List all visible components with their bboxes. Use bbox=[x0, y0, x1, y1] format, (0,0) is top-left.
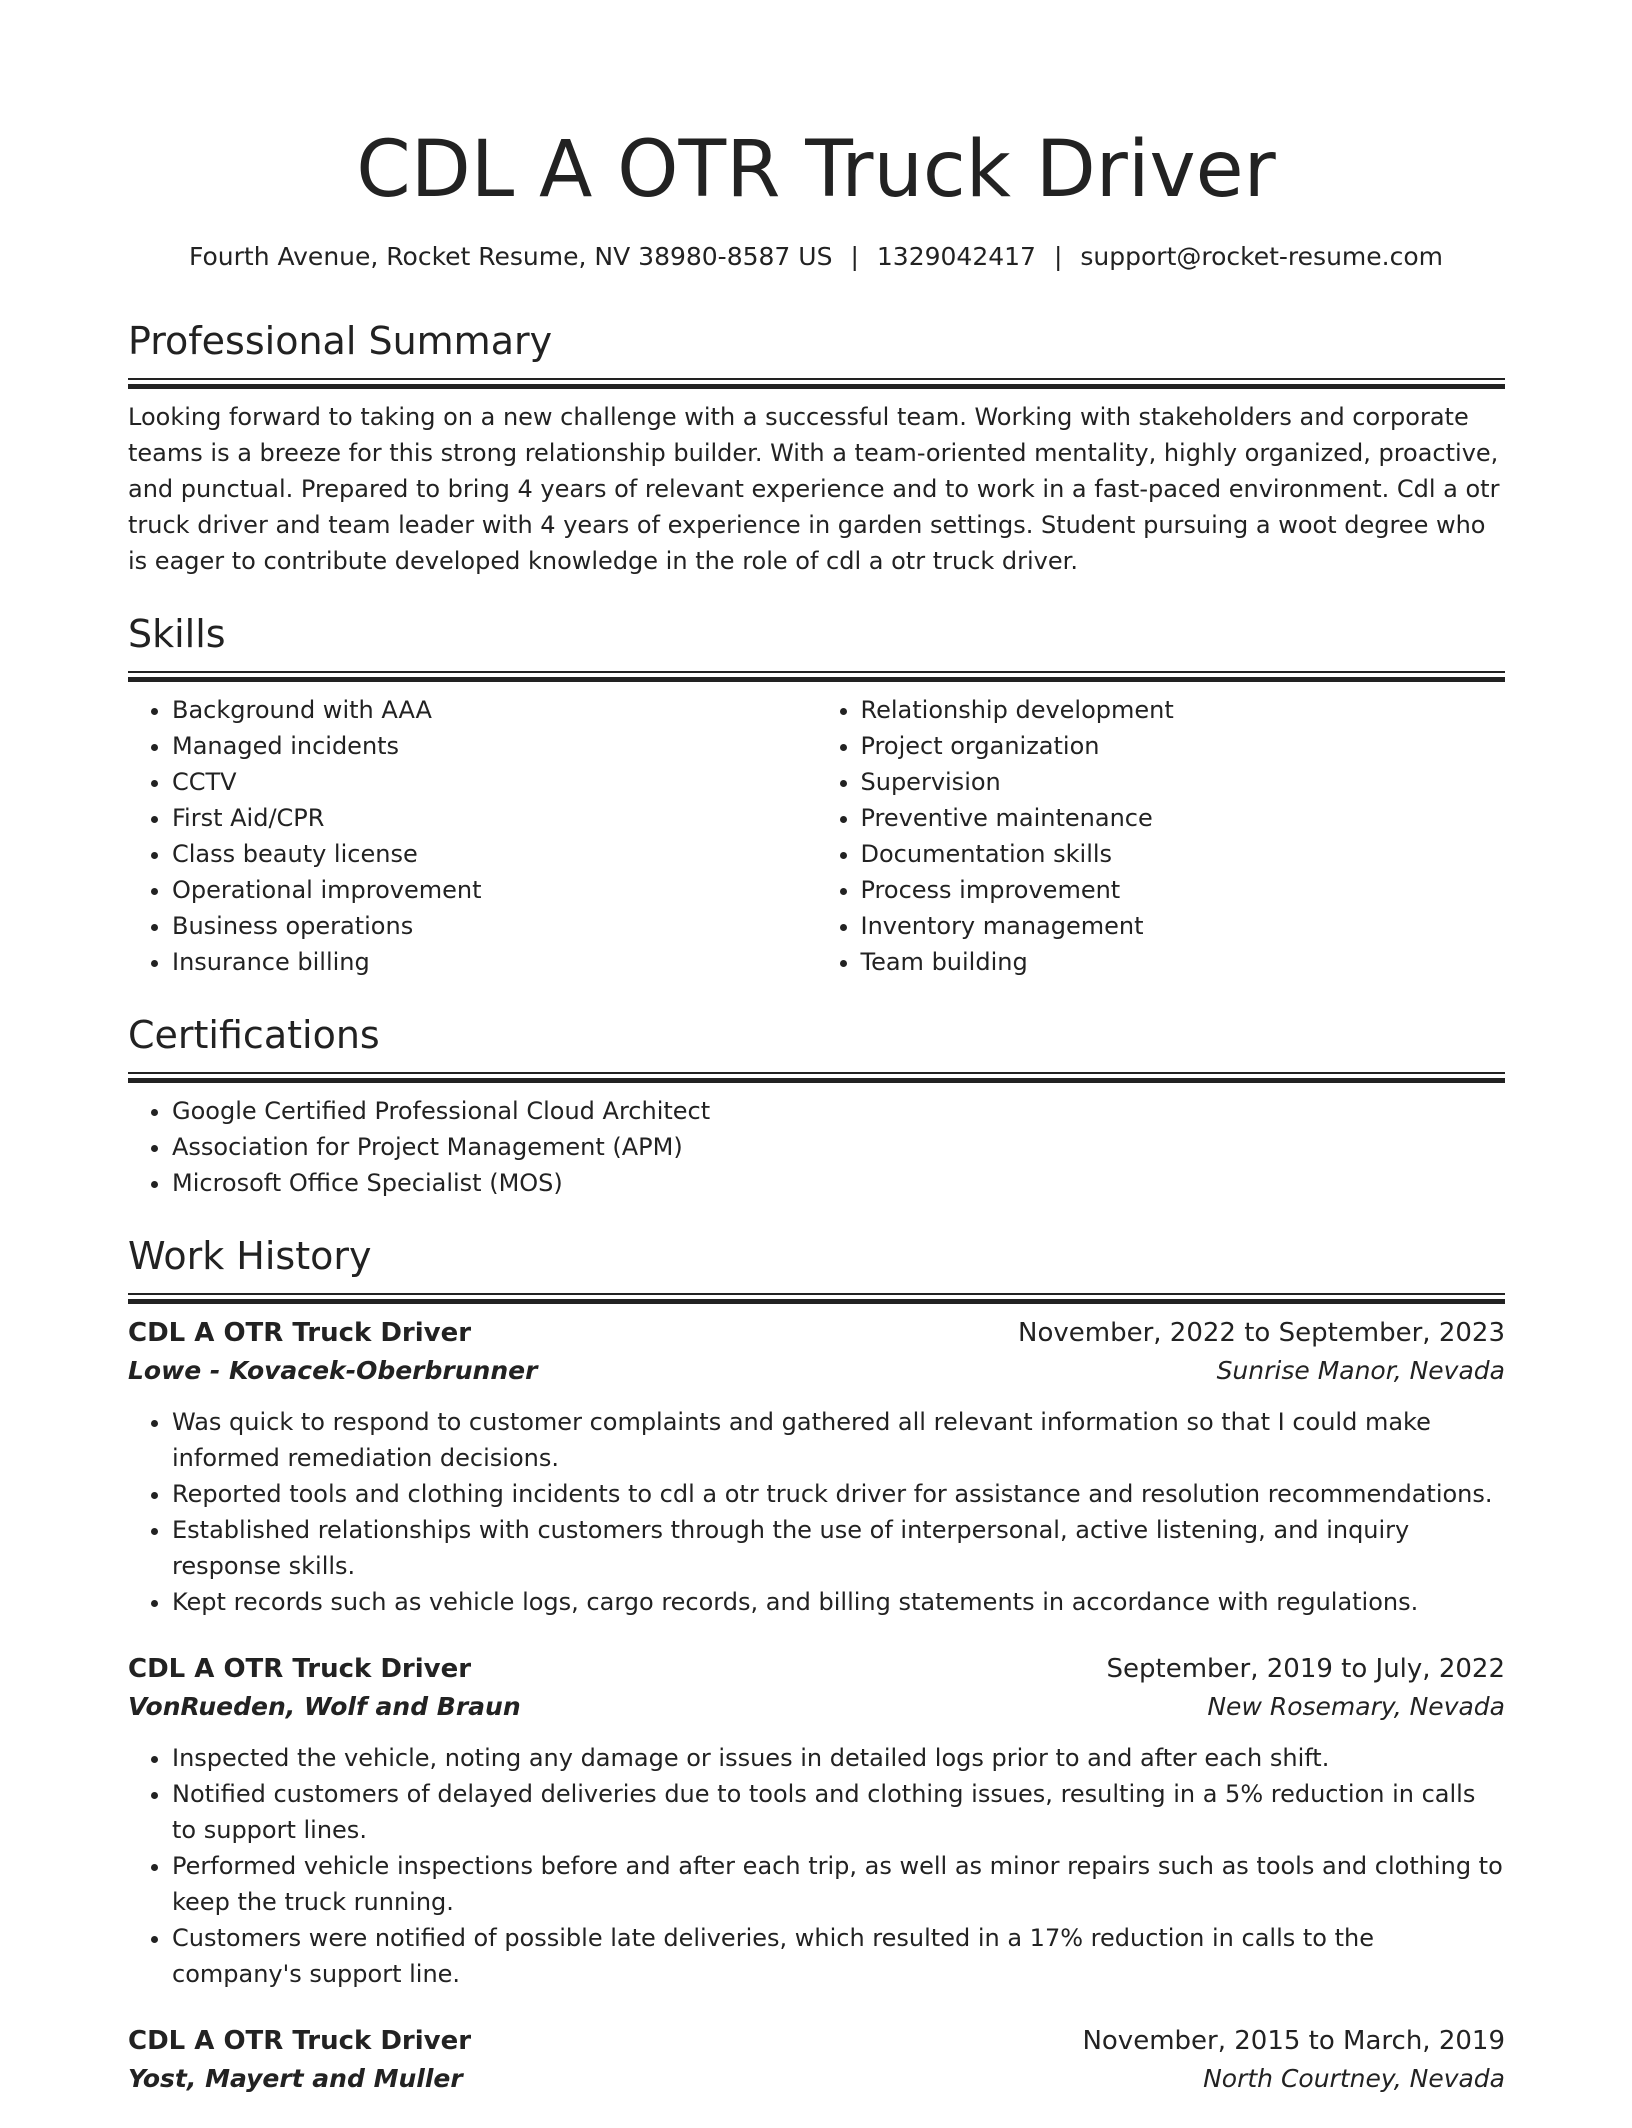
skill-item: • Process improvement bbox=[861, 872, 1506, 908]
skills-list-right bbox=[817, 692, 1506, 980]
skill-item: • First Aid/CPR bbox=[172, 800, 817, 836]
job-bullet: • Was quick to respond to customer complaints and gathered all relevant information so that I could make informed remediation decisions. bbox=[172, 1404, 1505, 1476]
job-entry bbox=[128, 2022, 1505, 2098]
job-location: New Rosemary, Nevada bbox=[1207, 1692, 1505, 1721]
job-company: VonRueden, Wolf and Braun bbox=[128, 1692, 521, 1721]
job-entry bbox=[128, 1314, 1505, 1620]
summary-section bbox=[128, 316, 1505, 579]
contact-separator: | bbox=[850, 242, 859, 271]
job-bullet: • Reported tools and clothing incidents to cdl a otr truck driver for assistance and resolution recommendations. bbox=[172, 1476, 1505, 1512]
skill-item: • Inventory management bbox=[861, 908, 1506, 944]
contact-address: Fourth Avenue, Rocket Resume, NV 38980-8587 US bbox=[189, 242, 833, 271]
certification-item: • Microsoft Office Specialist (MOS) bbox=[172, 1165, 1505, 1201]
job-bullet: • Customers were notified of possible late deliveries, which resulted in a 17% reduction in calls to the company's support line. bbox=[172, 1920, 1505, 1992]
section-rule bbox=[128, 1293, 1505, 1304]
skills-grid bbox=[128, 692, 1505, 980]
resume-content bbox=[128, 316, 1505, 2128]
section-rule bbox=[128, 671, 1505, 682]
skill-item: • CCTV bbox=[172, 764, 817, 800]
job-bullet: • Performed vehicle inspections before and after each trip, as well as minor repairs such as tools and clothing to keep the truck running. bbox=[172, 1848, 1505, 1920]
skill-item: • Team building bbox=[861, 944, 1506, 980]
section-title-work-history: Work History bbox=[128, 1234, 372, 1278]
section-title-certifications: Certifications bbox=[128, 1013, 380, 1057]
skill-item: • Insurance billing bbox=[172, 944, 817, 980]
job-entry bbox=[128, 1650, 1505, 1992]
section-title-skills: Skills bbox=[128, 612, 226, 656]
skills-section bbox=[128, 609, 1505, 980]
skill-item: • Operational improvement bbox=[172, 872, 817, 908]
contact-phone: 1329042417 bbox=[876, 242, 1036, 271]
job-dates: November, 2022 to September, 2023 bbox=[1018, 1318, 1505, 1348]
certifications-section bbox=[128, 1010, 1505, 1201]
certifications-list bbox=[128, 1093, 1505, 1201]
job-company: Yost, Mayert and Muller bbox=[128, 2064, 463, 2093]
work-history-section bbox=[128, 1231, 1505, 2098]
job-dates: September, 2019 to July, 2022 bbox=[1106, 1654, 1505, 1684]
certification-item: • Association for Project Management (APM) bbox=[172, 1129, 1505, 1165]
job-bullet: • Notified customers of delayed deliveries due to tools and clothing issues, resulting in a 5% reduction in calls to support lines. bbox=[172, 1776, 1505, 1848]
job-bullet: • Inspected the vehicle, noting any damage or issues in detailed logs prior to and after each shift. bbox=[172, 1740, 1505, 1776]
resume-name: CDL A OTR Truck Driver bbox=[356, 125, 1276, 215]
skill-item: • Preventive maintenance bbox=[861, 800, 1506, 836]
job-title: CDL A OTR Truck Driver bbox=[128, 1654, 472, 1684]
job-bullet: • Established relationships with customers through the use of interpersonal, active listening, and inquiry response skills. bbox=[172, 1512, 1505, 1584]
section-rule bbox=[128, 378, 1505, 389]
certification-item: • Google Certified Professional Cloud Architect bbox=[172, 1093, 1505, 1129]
skills-list-left bbox=[128, 692, 817, 980]
contact-line bbox=[0, 237, 1632, 277]
skill-item: • Background with AAA bbox=[172, 692, 817, 728]
skill-item: • Business operations bbox=[172, 908, 817, 944]
section-rule bbox=[128, 1072, 1505, 1083]
job-title: CDL A OTR Truck Driver bbox=[128, 2026, 472, 2056]
summary-text: Looking forward to taking on a new challenge with a successful team. Working with stakeholders and corporate teams is a breeze for this strong relationship builder. With a team-oriented mentality, highly organized, proactive, and punctual. Prepared to bring 4 years of relevant experience and to work in a fast-paced environment. Cdl a otr truck driver and team leader with 4 years of experience in garden settings. Student pursuing a woot degree who is eager to contribute developed knowledge in the role of cdl a otr truck driver. bbox=[128, 403, 1500, 575]
job-company: Lowe - Kovacek-Oberbrunner bbox=[128, 1356, 538, 1385]
contact-separator: | bbox=[1053, 242, 1063, 271]
job-bullet: • Kept records such as vehicle logs, cargo records, and billing statements in accordance with regulations. bbox=[172, 1584, 1505, 1620]
skill-item: • Project organization bbox=[861, 728, 1506, 764]
job-bullets bbox=[128, 1404, 1505, 1620]
skill-item: • Documentation skills bbox=[861, 836, 1506, 872]
contact-email[interactable]: support@rocket-resume.com bbox=[1080, 242, 1443, 271]
skill-item: • Class beauty license bbox=[172, 836, 817, 872]
job-location: North Courtney, Nevada bbox=[1203, 2064, 1505, 2093]
job-location: Sunrise Manor, Nevada bbox=[1216, 1356, 1505, 1385]
skill-item: • Supervision bbox=[861, 764, 1506, 800]
job-dates: November, 2015 to March, 2019 bbox=[1082, 2026, 1505, 2056]
skill-item: • Managed incidents bbox=[172, 728, 817, 764]
job-bullets bbox=[128, 1740, 1505, 1992]
skill-item: • Relationship development bbox=[861, 692, 1506, 728]
job-title: CDL A OTR Truck Driver bbox=[128, 1318, 472, 1348]
section-title-summary: Professional Summary bbox=[128, 319, 553, 363]
